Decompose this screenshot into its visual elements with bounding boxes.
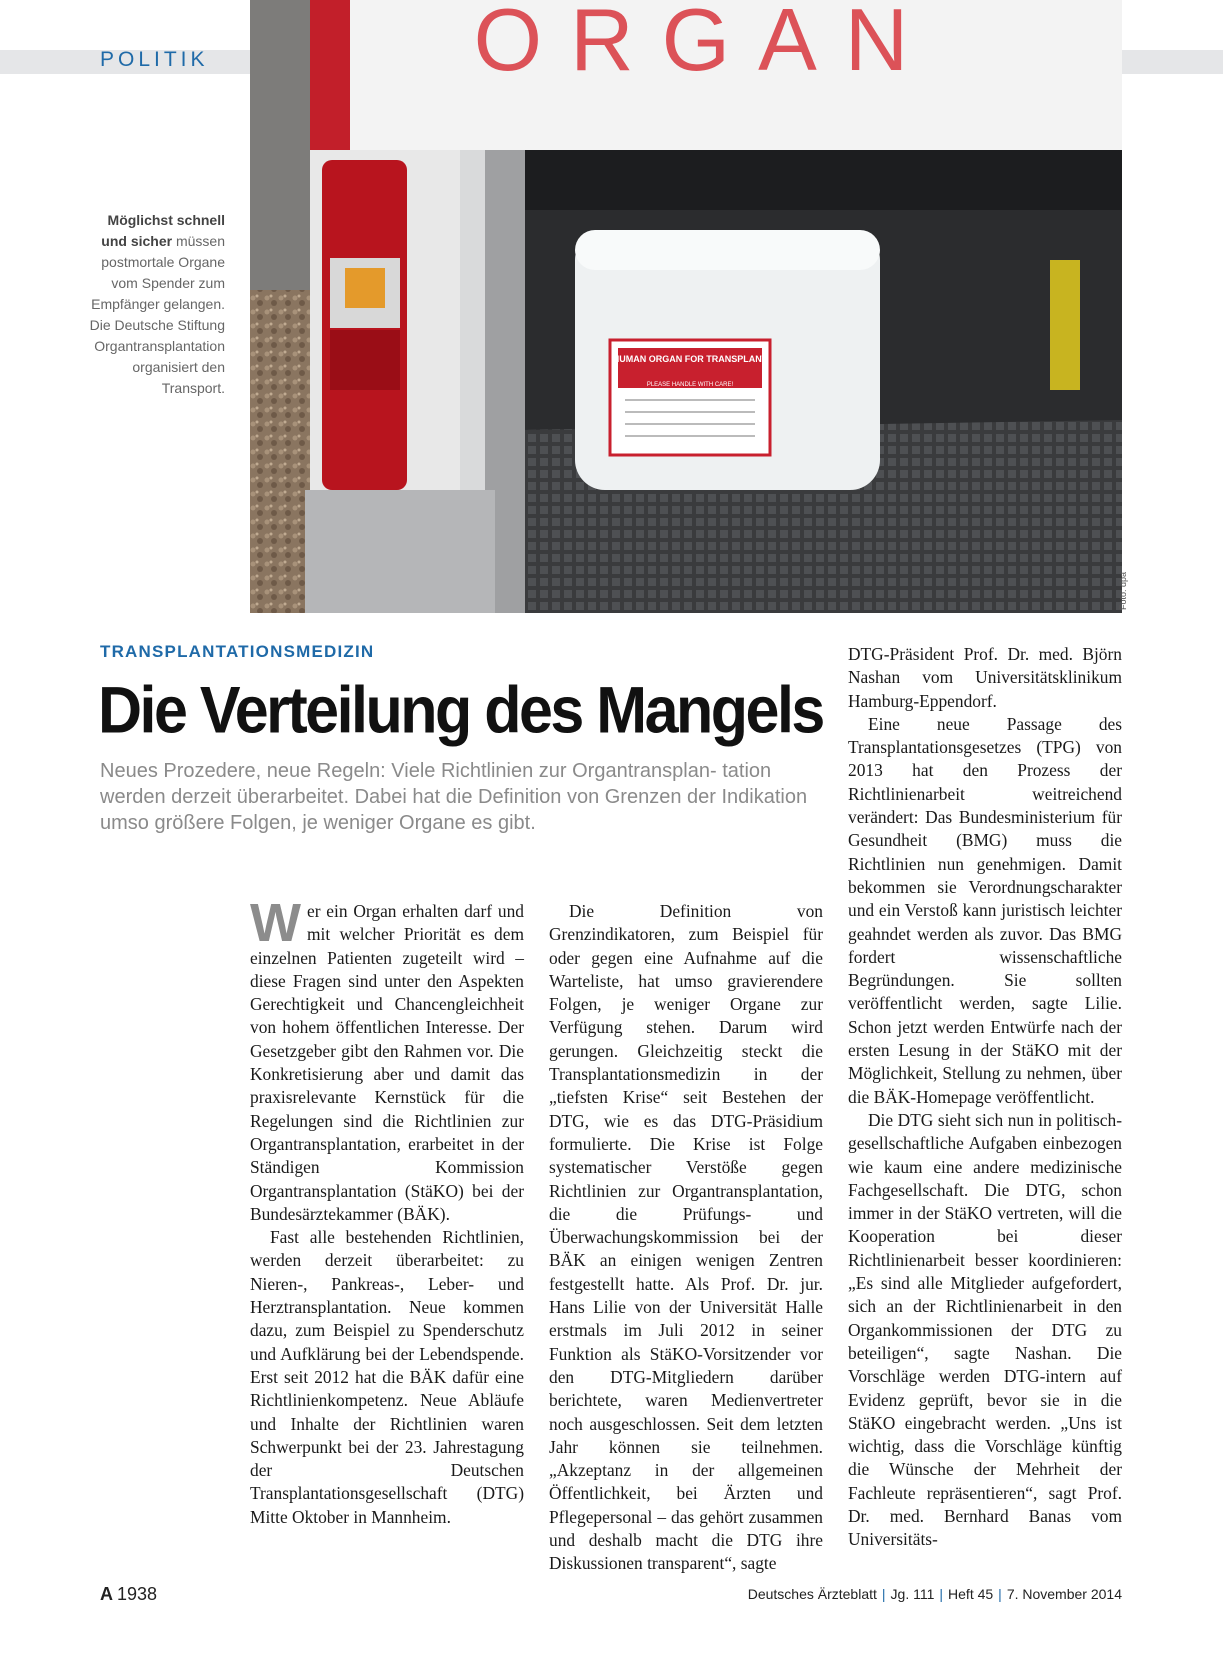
body-column-3 bbox=[848, 643, 1122, 1552]
box-label-text: HUMAN ORGAN FOR TRANSPLANT bbox=[612, 354, 768, 364]
van-lettering: ORGAN bbox=[473, 0, 937, 89]
body-column-2 bbox=[549, 900, 823, 1576]
drop-cap: W bbox=[250, 893, 301, 953]
journal-info bbox=[748, 1586, 1122, 1602]
issue-date: 7. November 2014 bbox=[1006, 1586, 1122, 1602]
journal-name: Deutsches Ärzteblatt bbox=[747, 1586, 877, 1602]
issue: Heft 45 bbox=[948, 1586, 994, 1602]
body-paragraph: Eine neue Passage des Transplantationsgesetzes (TPG) von 2013 hat den Prozess der Richtlinienarbeit weitreichend verändert: Das Bundesministerium für Gesundheit (BMG) muss die Richtlinien nun genehmigen. Damit bekommen sie Verordnungscharakter und ein Verstoß kann juristisch leichter geahndet werden als zuvor. Das BMG fordert wissenschaftliche Begründungen. Sie sollten veröffentlicht werden, sagte Lilie. Schon jetzt werden Entwürfe nach der ersten Lesung in der StäKO mit der Möglichkeit, Stellung zu nehmen, über die BÄK-Homepage veröffentlicht. bbox=[848, 713, 1122, 1107]
section-label: POLITIK bbox=[100, 48, 209, 71]
body-paragraph: Die DTG sieht sich nun in politisch-gesellschaftliche Aufgaben einbezogen wie kaum eine andere medizinische Fachgesellschaft. Die DTG, schon immer in der StäKO vertreten, will die Kooperation bei dieser Richtlinienarbeit besser koordinieren: „Es sind alle Mitglieder aufgefordert, sich an der Richtlinienarbeit in den Organkommissionen der DTG zu beteiligen“, sagte Nashan. Die Vorschläge werden DTG-intern auf Evidenz geprüft, bevor sie in die StäKO eingebracht werden. „Uns ist wichtig, dass die Vorschläge künftig die Wünsche der Mehrheit der Fachleute repräsentieren“, sagt Prof. Dr. med. Bernhard Banas vom Universitäts- bbox=[848, 1109, 1122, 1550]
caption-bold: Möglichst schnell und sicher bbox=[101, 212, 225, 249]
headline: Die Verteilung des Mangels bbox=[98, 673, 823, 747]
body-paragraph: Fast alle bestehenden Richtlinien, werden derzeit überarbeitet: zu Nieren-, Pankreas-, Leber- und Herztransplantation. Neue kommen dazu, zum Beispiel zu Spenderschutz und Aufklärung bei der Lebendspende. Erst seit 2012 hat die BÄK dafür eine Richtlinienkompetenz. Neue Abläufe und Inhalte der Richtlinien waren Schwerpunkt bei der 23. Jahrestagung der Deutschen Transplantationsgesellschaft (DTG) Mitte Oktober in Mannheim. bbox=[250, 1227, 524, 1527]
body-paragraph bbox=[250, 893, 524, 1226]
separator: | bbox=[881, 1586, 886, 1602]
edition-letter: A bbox=[100, 1584, 113, 1604]
paragraph-text: er ein Organ erhalten darf und mit welcher Priorität es dem einzelnen Patienten zugeteilt wird – diese Fragen sind unter den Aspekten Gerechtigkeit und Chancengleichheit von hohem öffentlichen Interesse. Der Gesetzgeber gibt den Rahmen vor. Die Konkretisierung aber und damit das praxisrelevante Kernstück für die Regelungen sind die Richtlinien zur Organtransplantation, erarbeitet in der Ständigen Kommission Organtransplantation (StäKO) bei der Bundesärztekammer (BÄK). bbox=[250, 901, 524, 1224]
separator: | bbox=[998, 1586, 1002, 1602]
photo-credit: Foto: dpa bbox=[1118, 571, 1128, 610]
section-bar-right bbox=[1122, 50, 1223, 74]
photo-caption bbox=[80, 210, 225, 399]
body-paragraph: DTG-Präsident Prof. Dr. med. Björn Nashan vom Universitätsklinikum Hamburg-Eppendorf. bbox=[848, 644, 1122, 711]
caption-text: müssen postmortale Organe vom Spender zum Empfänger gelangen. Die Deutsche Stiftung Organtransplantation organisiert den Transport. bbox=[89, 233, 225, 396]
volume: Jg. 111 bbox=[890, 1586, 935, 1602]
box-sublabel-text: PLEASE HANDLE WITH CARE! bbox=[646, 382, 734, 388]
lead-photo bbox=[250, 0, 1122, 613]
lead-paragraph: Neues Prozedere, neue Regeln: Viele Richtlinien zur Organtransplan- tation werden derzeit überarbeitet. Dabei hat die Definition von Grenzen der Indikation umso größere Folgen, je weniger Organe es gibt. bbox=[100, 760, 808, 834]
separator: | bbox=[939, 1586, 944, 1602]
body-paragraph: Die Definition von Grenzindikatoren, zum Beispiel für oder gegen eine Aufnahme auf die Warteliste, hat umso gravierendere Folgen, je weniger Organe zur Verfügung stehen. Darum wird gerungen. Gleichzeitig steckt die Transplantationsmedizin in der „tiefsten Krise“ seit Bestehen der DTG, wie es das DTG-Präsidium formulierte. Die Krise ist Folge systematischer Verstöße gegen Richtlinien zur Organtransplantation, die die Prüfungs- und Überwachungskommission bei der BÄK an einigen wenigen Zentren festgestellt hatte. Als Prof. Dr. jur. Hans Lilie von der Universität Halle erstmals im Juli 2012 in seiner Funktion als StäKO-Vorsitzender vor den DTG-Mitgliedern darüber berichtete, waren Medienvertreter noch ausgeschlossen. Seit dem letzten Jahr können sie teilnehmen. „Akzeptanz in der allgemeinen Öffentlichkeit, bei Ärzten und Pflegepersonal – das gehört zusammen und deshalb macht die DTG ihre Diskussionen transparent“, sagte bbox=[549, 901, 823, 1574]
page-number bbox=[100, 1584, 157, 1605]
kicker: TRANSPLANTATIONSMEDIZIN bbox=[100, 642, 375, 661]
page-number-value: 1938 bbox=[117, 1584, 158, 1604]
body-column-1 bbox=[250, 893, 524, 1529]
